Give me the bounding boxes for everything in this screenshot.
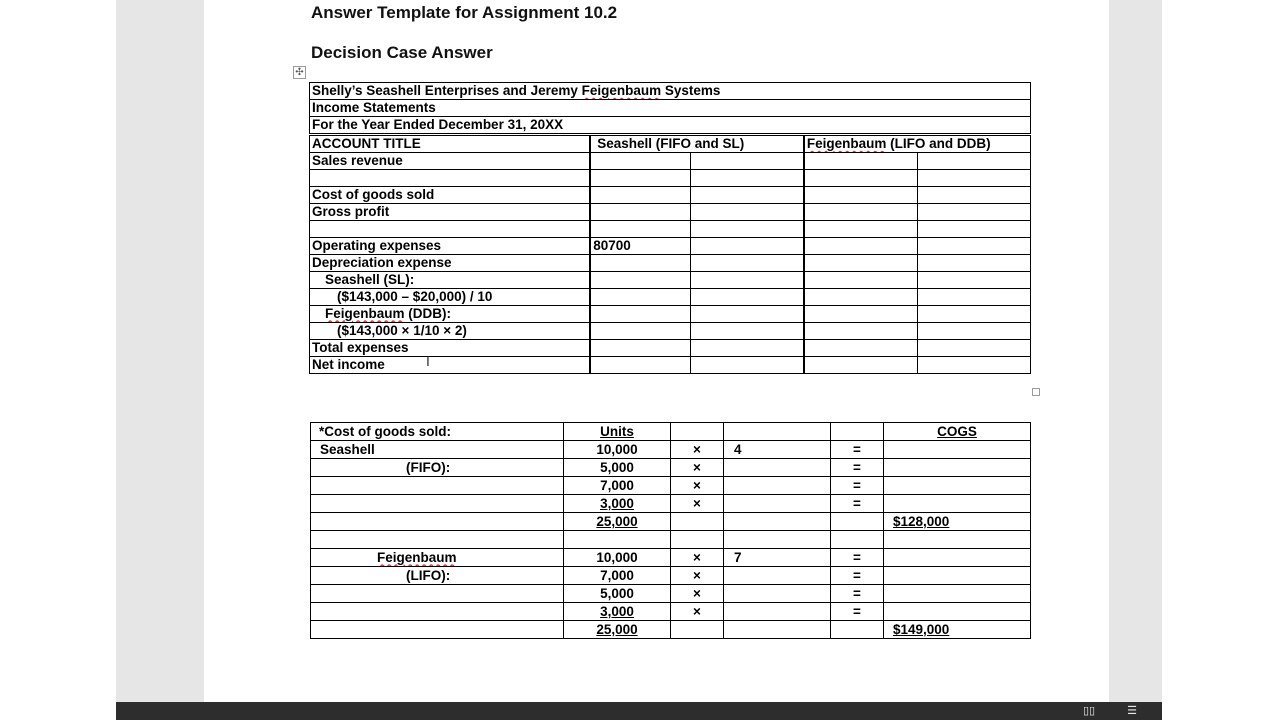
cell[interactable]: [671, 620, 724, 638]
table-row: [310, 339, 1031, 356]
units-cell[interactable]: 5,000: [564, 459, 671, 477]
units-cell[interactable]: 7,000: [564, 566, 671, 584]
table-row: [311, 602, 1031, 620]
cell[interactable]: [724, 531, 831, 549]
row-label[interactable]: Depreciation expense: [310, 254, 591, 271]
cell[interactable]: [917, 203, 1030, 220]
cell[interactable]: [804, 186, 917, 203]
total-units-cell[interactable]: 25,000: [564, 620, 671, 638]
units-header[interactable]: Units: [564, 423, 671, 441]
cell[interactable]: [724, 423, 831, 441]
table-row: [310, 83, 1031, 100]
table-row: [310, 356, 1031, 373]
table-row: [311, 477, 1031, 495]
unit-cost-cell[interactable]: [724, 602, 831, 620]
cell[interactable]: [311, 584, 564, 602]
account-title-header[interactable]: ACCOUNT TITLE: [310, 135, 591, 153]
cogs-cell[interactable]: [884, 459, 1031, 477]
cell[interactable]: [917, 254, 1030, 271]
cell[interactable]: [590, 186, 690, 203]
cell[interactable]: [831, 620, 884, 638]
cell[interactable]: [691, 305, 804, 322]
times-sign: ×: [671, 495, 724, 513]
table-row: [311, 531, 1031, 549]
table-row: [310, 288, 1031, 305]
table-row: [310, 305, 1031, 322]
cell[interactable]: [917, 339, 1030, 356]
cell[interactable]: [724, 513, 831, 531]
table-row: [310, 100, 1031, 117]
cell[interactable]: [590, 220, 690, 237]
cell[interactable]: [804, 254, 917, 271]
cell[interactable]: [671, 423, 724, 441]
cell[interactable]: [311, 620, 564, 638]
company-label[interactable]: Feigenbaum: [311, 548, 564, 566]
move-cross-icon[interactable]: ✣: [293, 66, 306, 79]
cell[interactable]: [917, 356, 1030, 373]
table-row: [310, 186, 1031, 203]
equals-sign: =: [831, 548, 884, 566]
row-label[interactable]: Seashell (SL):: [310, 271, 591, 288]
table-row: [311, 566, 1031, 584]
cell[interactable]: [917, 186, 1030, 203]
feigenbaum-header[interactable]: Feigenbaum (LIFO and DDB): [804, 135, 1031, 153]
times-sign: ×: [671, 441, 724, 459]
unit-cost-cell[interactable]: [724, 566, 831, 584]
cell[interactable]: [691, 322, 804, 339]
row-label[interactable]: Net income: [310, 356, 591, 373]
equals-sign: =: [831, 441, 884, 459]
cell[interactable]: [311, 531, 564, 549]
cell[interactable]: [804, 356, 917, 373]
cell[interactable]: [590, 153, 690, 170]
row-label[interactable]: Feigenbaum (DDB):: [310, 305, 591, 322]
statement-title-cell[interactable]: Income Statements: [310, 100, 1031, 117]
cell[interactable]: [804, 170, 917, 187]
print-layout-icon[interactable]: ☰: [1127, 705, 1137, 717]
cell[interactable]: [671, 531, 724, 549]
cell[interactable]: [917, 322, 1030, 339]
cell[interactable]: [691, 203, 804, 220]
cell[interactable]: [671, 513, 724, 531]
cell[interactable]: [590, 339, 690, 356]
cogs-cell[interactable]: [884, 566, 1031, 584]
table-row: [311, 513, 1031, 531]
cell[interactable]: [590, 356, 690, 373]
cell[interactable]: [691, 186, 804, 203]
table-row: [310, 237, 1031, 254]
table-row: [310, 170, 1031, 187]
cogs-cell[interactable]: [884, 495, 1031, 513]
cell[interactable]: [917, 237, 1030, 254]
period-cell[interactable]: For the Year Ended December 31, 20XX: [310, 117, 1031, 135]
row-label[interactable]: [310, 170, 591, 187]
right-margin: [1162, 0, 1280, 720]
unit-cost-cell[interactable]: [724, 477, 831, 495]
document-subtitle: Decision Case Answer: [311, 43, 493, 62]
unit-cost-cell[interactable]: [724, 495, 831, 513]
table-row: [311, 423, 1031, 441]
cell[interactable]: [804, 305, 917, 322]
cogs-cell[interactable]: [884, 584, 1031, 602]
times-sign: ×: [671, 584, 724, 602]
cell[interactable]: [804, 220, 917, 237]
cogs-header-label[interactable]: *Cost of goods sold:: [311, 423, 564, 441]
unit-cost-cell[interactable]: 7: [724, 548, 831, 566]
table-row: [310, 135, 1031, 153]
cell[interactable]: [691, 237, 804, 254]
row-label[interactable]: ($143,000 – $20,000) / 10: [310, 288, 591, 305]
cell[interactable]: [691, 170, 804, 187]
cell[interactable]: [917, 288, 1030, 305]
company-name-cell[interactable]: Shelly’s Seashell Enterprises and Jeremy Feigenbaum Systems: [310, 83, 1031, 100]
unit-cost-cell[interactable]: 4: [724, 441, 831, 459]
income-statement-table: [309, 82, 1031, 374]
row-label[interactable]: Cost of goods sold: [310, 186, 591, 203]
cell[interactable]: [590, 322, 690, 339]
cell[interactable]: [691, 254, 804, 271]
times-sign: ×: [671, 459, 724, 477]
table-row: [310, 322, 1031, 339]
opex-value-cell[interactable]: 80700: [590, 237, 690, 254]
cogs-table: [310, 422, 1031, 639]
cogs-cell[interactable]: [884, 548, 1031, 566]
times-sign: ×: [671, 602, 724, 620]
table-row: [311, 620, 1031, 638]
times-sign: ×: [671, 548, 724, 566]
units-cell[interactable]: 10,000: [564, 548, 671, 566]
table-resize-handle[interactable]: [1032, 388, 1040, 396]
cell[interactable]: [804, 203, 917, 220]
units-cell[interactable]: 3,000: [564, 495, 671, 513]
cell[interactable]: [917, 271, 1030, 288]
cell[interactable]: [804, 322, 917, 339]
table-row: [311, 495, 1031, 513]
unit-cost-cell[interactable]: [724, 459, 831, 477]
cell[interactable]: [804, 237, 917, 254]
company-label[interactable]: Seashell: [311, 441, 564, 459]
row-label[interactable]: Sales revenue: [310, 153, 591, 170]
cell[interactable]: [590, 305, 690, 322]
cell[interactable]: [804, 153, 917, 170]
cell[interactable]: [917, 170, 1030, 187]
cell[interactable]: [804, 288, 917, 305]
cogs-cell[interactable]: [884, 477, 1031, 495]
cell[interactable]: [311, 495, 564, 513]
cell[interactable]: [831, 513, 884, 531]
equals-sign: =: [831, 566, 884, 584]
table-row: [310, 117, 1031, 135]
table-row: [311, 441, 1031, 459]
total-cogs-cell[interactable]: $128,000: [884, 513, 1031, 531]
row-label[interactable]: Total expenses: [310, 339, 591, 356]
cell[interactable]: [590, 203, 690, 220]
table-row: [311, 584, 1031, 602]
cell[interactable]: [804, 339, 917, 356]
cell[interactable]: [590, 271, 690, 288]
equals-sign: =: [831, 459, 884, 477]
method-label[interactable]: (FIFO):: [311, 459, 564, 477]
table-row: [310, 220, 1031, 237]
seashell-header[interactable]: Seashell (FIFO and SL): [590, 135, 804, 153]
cell[interactable]: [804, 271, 917, 288]
cell[interactable]: [691, 153, 804, 170]
cell[interactable]: [917, 153, 1030, 170]
left-gutter: [0, 0, 116, 720]
equals-sign: =: [831, 584, 884, 602]
cell[interactable]: [884, 531, 1031, 549]
cell[interactable]: [724, 620, 831, 638]
table-row: [310, 153, 1031, 170]
status-bar: [116, 702, 1162, 720]
i-beam-icon: I: [426, 353, 430, 369]
row-label[interactable]: Gross profit: [310, 203, 591, 220]
cell[interactable]: [691, 220, 804, 237]
units-cell[interactable]: 10,000: [564, 441, 671, 459]
units-cell[interactable]: 5,000: [564, 584, 671, 602]
table-row: [310, 271, 1031, 288]
times-sign: ×: [671, 566, 724, 584]
method-label[interactable]: (LIFO):: [311, 566, 564, 584]
unit-cost-cell[interactable]: [724, 584, 831, 602]
row-label[interactable]: [310, 220, 591, 237]
cell[interactable]: [917, 305, 1030, 322]
cell[interactable]: [691, 339, 804, 356]
equals-sign: =: [831, 477, 884, 495]
cell[interactable]: [691, 271, 804, 288]
table-row: [311, 548, 1031, 566]
cell[interactable]: [564, 531, 671, 549]
document-title: Answer Template for Assignment 10.2: [311, 3, 618, 22]
cell[interactable]: [311, 513, 564, 531]
total-units-cell[interactable]: 25,000: [564, 513, 671, 531]
cell[interactable]: [590, 288, 690, 305]
cogs-cell[interactable]: [884, 602, 1031, 620]
read-mode-icon[interactable]: ▯▯: [1082, 705, 1096, 717]
row-label[interactable]: ($143,000 × 1/10 × 2): [310, 322, 591, 339]
cogs-header[interactable]: COGS: [884, 423, 1031, 441]
units-cell[interactable]: 3,000: [564, 602, 671, 620]
cell[interactable]: [691, 288, 804, 305]
cell[interactable]: [590, 254, 690, 271]
cell[interactable]: [311, 602, 564, 620]
total-cogs-cell[interactable]: $149,000: [884, 620, 1031, 638]
table-row: [311, 459, 1031, 477]
equals-sign: =: [831, 495, 884, 513]
spell-flagged-word: Feigenbaum: [581, 83, 662, 98]
cell[interactable]: [831, 423, 884, 441]
cell[interactable]: [590, 170, 690, 187]
cell[interactable]: [917, 220, 1030, 237]
row-label[interactable]: Operating expenses: [310, 237, 591, 254]
cell[interactable]: [691, 356, 804, 373]
cell[interactable]: [311, 477, 564, 495]
table-row: [310, 254, 1031, 271]
times-sign: ×: [671, 477, 724, 495]
equals-sign: =: [831, 602, 884, 620]
units-cell[interactable]: 7,000: [564, 477, 671, 495]
cell[interactable]: [831, 531, 884, 549]
cogs-cell[interactable]: [884, 441, 1031, 459]
table-row: [310, 203, 1031, 220]
